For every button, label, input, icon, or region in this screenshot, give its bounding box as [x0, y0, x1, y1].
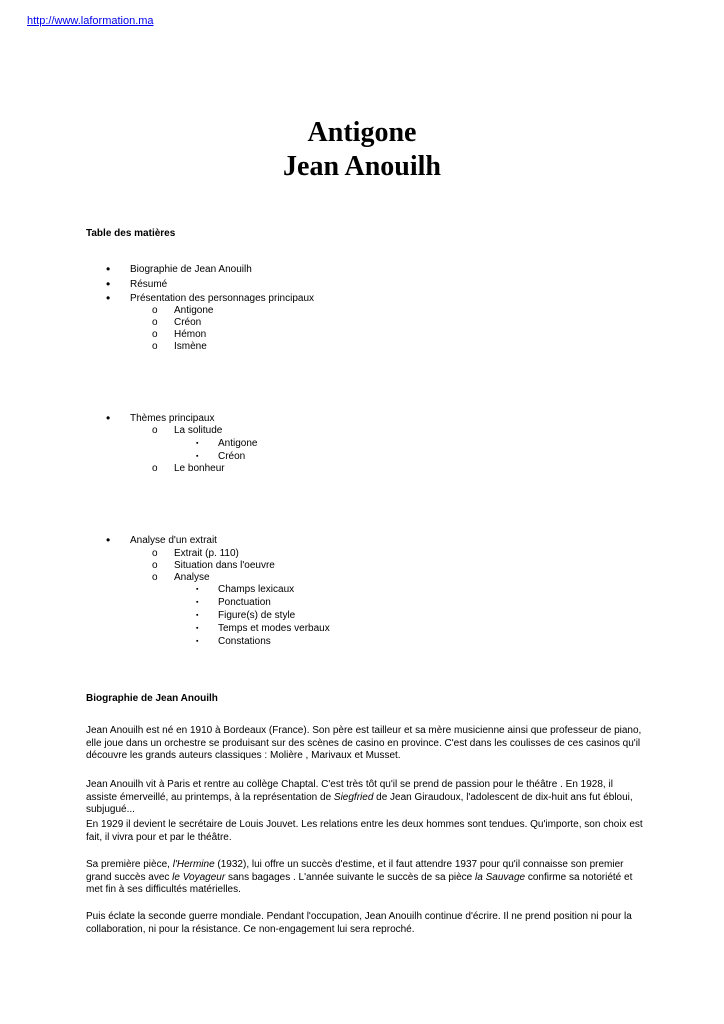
toc-item: Champs lexicaux	[218, 584, 295, 595]
square-bullet-icon: ▪	[196, 453, 199, 460]
text-span: (1932), lui offre un succès d'estime, et il faut attendre 1937 pour qu'il connaisse son premier grand succès avec	[86, 859, 624, 883]
text-span: confirme sa notoriété et met fin à ses difficultés matérielles.	[86, 871, 633, 895]
toc-item: Ismène	[174, 341, 207, 352]
toc-item: Hémon	[174, 329, 207, 340]
square-bullet-icon: ▪	[196, 638, 199, 645]
square-bullet-icon: ▪	[196, 599, 199, 606]
biography-paragraph-4	[86, 859, 646, 897]
title-line-1: Antigone	[307, 117, 417, 148]
toc-heading: Table des matières	[86, 228, 176, 239]
text-span: sans bagages . L'année suivante le succès de sa pièce	[225, 871, 476, 883]
toc-item: Présentation des personnages principaux	[130, 293, 315, 304]
toc-item: Le bonheur	[174, 463, 225, 474]
text-span: de Jean Giraudoux, l'adolescent de dix-huit ans fut ébloui, subjugué...	[86, 791, 633, 815]
biography-paragraph-2	[86, 779, 646, 817]
circle-bullet-icon: o	[152, 572, 158, 583]
toc-item: Analyse	[174, 572, 210, 583]
circle-bullet-icon: o	[152, 560, 158, 571]
circle-bullet-icon: o	[152, 329, 158, 340]
circle-bullet-icon: o	[152, 463, 158, 474]
document-title	[0, 116, 724, 184]
text-span: Jean Anouilh vit à Paris et rentre au collège Chaptal. C'est très tôt qu'il se prend de passion pour le théâtre . En 1928, il assiste émerveillé, au printemps, à la représentation de	[86, 779, 613, 803]
text-span: Sa première pièce,	[86, 859, 173, 870]
toc-item: Créon	[174, 317, 202, 328]
toc-item: Analyse d'un extrait	[130, 535, 217, 546]
toc-item: Biographie de Jean Anouilh	[130, 264, 252, 275]
italic-title: le Voyageur	[172, 871, 226, 883]
biography-heading: Biographie de Jean Anouilh	[86, 693, 218, 704]
biography-paragraph-5: Puis éclate la seconde guerre mondiale. Pendant l'occupation, Jean Anouilh continue d'écrire. Il ne prend position ni pour la collaboration, ni pour la résistance. Ce non-engagement lui sera reproché.	[86, 911, 632, 935]
circle-bullet-icon: o	[152, 317, 158, 328]
toc-item: Antigone	[174, 305, 214, 316]
square-bullet-icon: ▪	[196, 586, 199, 593]
bullet-icon: •	[106, 262, 111, 276]
biography-paragraph-3: En 1929 il devient le secrétaire de Louis Jouvet. Les relations entre les deux hommes sont tendues. Qu'importe, son choix est fait, il vivra pour et par le théâtre.	[86, 819, 643, 843]
toc-item: Temps et modes verbaux	[218, 623, 330, 634]
biography-paragraph-1: Jean Anouilh est né en 1910 à Bordeaux (France). Son père est tailleur et sa mère musicienne ainsi que professeur de piano, elle joue dans un orchestre se produisant sur des scènes de casino en province. C'est dans les coulisses de ces casinos qu'il découvre les grands auteurs classiques : Molière , Marivaux et Musset.	[86, 725, 642, 761]
toc-item: Constations	[218, 636, 271, 647]
toc-item: Extrait (p. 110)	[174, 548, 239, 559]
toc-item: Figure(s) de style	[218, 610, 296, 621]
circle-bullet-icon: o	[152, 305, 158, 316]
square-bullet-icon: ▪	[196, 612, 199, 619]
title-line-2: Jean Anouilh	[283, 151, 441, 182]
bullet-icon: •	[106, 291, 111, 305]
square-bullet-icon: ▪	[196, 625, 199, 632]
italic-title: la Sauvage	[475, 871, 526, 883]
italic-title: l'Hermine	[172, 859, 215, 870]
source-url-link[interactable]: http://www.laformation.ma	[27, 15, 154, 27]
toc-item: Ponctuation	[218, 597, 271, 608]
circle-bullet-icon: o	[152, 341, 158, 352]
toc-item: Situation dans l'oeuvre	[174, 560, 275, 571]
toc-item: Antigone	[218, 438, 258, 449]
toc-item: Thèmes principaux	[130, 413, 215, 424]
square-bullet-icon: ▪	[196, 440, 199, 447]
bullet-icon: •	[106, 411, 111, 425]
bullet-icon: •	[106, 277, 111, 291]
toc-item: Résumé	[130, 279, 168, 290]
toc-item: La solitude	[174, 425, 223, 436]
italic-title: Siegfried	[333, 791, 374, 803]
bullet-icon: •	[106, 533, 111, 547]
toc-item: Créon	[218, 451, 246, 462]
circle-bullet-icon: o	[152, 425, 158, 436]
circle-bullet-icon: o	[152, 548, 158, 559]
